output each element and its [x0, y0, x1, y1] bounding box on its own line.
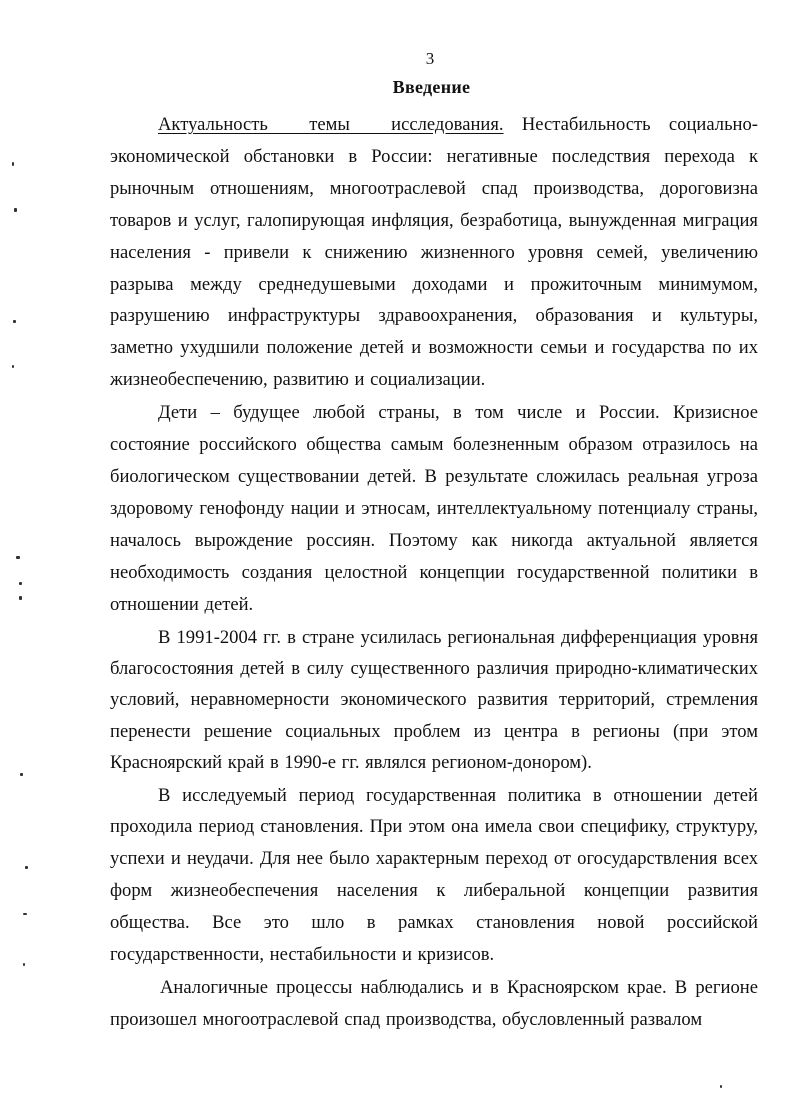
- paragraph-text: Аналогичные процессы наблюдались и в Красноярском крае. В регионе произошел многоотраслевой спад производства, обусловленный развалом: [110, 976, 758, 1030]
- paragraph-children: [110, 397, 758, 620]
- page-number: 3: [425, 49, 435, 68]
- paragraph-state-policy: [110, 780, 758, 971]
- scan-mark: [19, 582, 22, 585]
- paragraph-relevance: [110, 109, 758, 396]
- scan-mark: [20, 773, 23, 776]
- scan-mark: [16, 556, 20, 559]
- scan-mark: [12, 162, 14, 166]
- paragraph-text: В 1991-2004 гг. в стране усилилась региональная дифференциация уровня благосостояния детей в силу существенного различия природно-климатических условий, неравномерности экономического развития территорий, стремления перенести решение социальных проблем из центра в регионы (при этом Красноярский край в 1990-е гг. являлся регионом-донором).: [110, 626, 758, 774]
- scan-mark: [14, 208, 17, 212]
- relevance-heading: Актуальность темы исследования.: [158, 114, 504, 135]
- document-body: [110, 109, 758, 1037]
- paragraph-regional: [110, 622, 758, 779]
- scan-mark: [25, 866, 28, 869]
- scan-mark: [23, 963, 25, 966]
- scan-mark: [13, 320, 16, 323]
- scan-mark: [720, 1085, 722, 1088]
- page-title: Введение: [392, 77, 471, 97]
- scan-mark: [12, 365, 14, 368]
- scan-mark: [23, 913, 27, 915]
- paragraph-text: В исследуемый период государственная политика в отношении детей проходила период становления. При этом она имела свои специфику, структуру, успехи и неудачи. Для нее было характерным переход от огосударствления всех форм жизнеобеспечения населения к либеральной концепции развития общества. Все это шло в рамках становления новой российской государственности, нестабильности и кризисов.: [110, 784, 758, 966]
- paragraph-krasnoyarsk: [110, 972, 758, 1036]
- paragraph-text: Нестабильность социально-экономической обстановки в России: негативные последствия перехода к рыночным отношениям, многоотраслевой спад производства, дороговизна товаров и услуг, галопирующая инфляция, безработица, вынужденная миграция населения - привели к снижению жизненного уровня семей, увеличению разрыва между среднедушевыми доходами и прожиточным минимумом, разрушению инфраструктуры здравоохранения, образования и культуры, заметно ухудшили положение детей и возможности семьи и государства по их жизнеобеспечению, развитию и социализации.: [110, 114, 759, 391]
- paragraph-text: Дети – будущее любой страны, в том числе и России. Кризисное состояние российского общества самым болезненным образом отразилось на биологическом существовании детей. В результате сложилась реальная угроза здоровому генофонду нации и этносам, интеллектуальному потенциалу страны, началось вырождение россиян. Поэтому как никогда актуальной является необходимость создания целостной концепции государственной политики в отношении детей.: [110, 402, 758, 615]
- scan-mark: [19, 596, 22, 600]
